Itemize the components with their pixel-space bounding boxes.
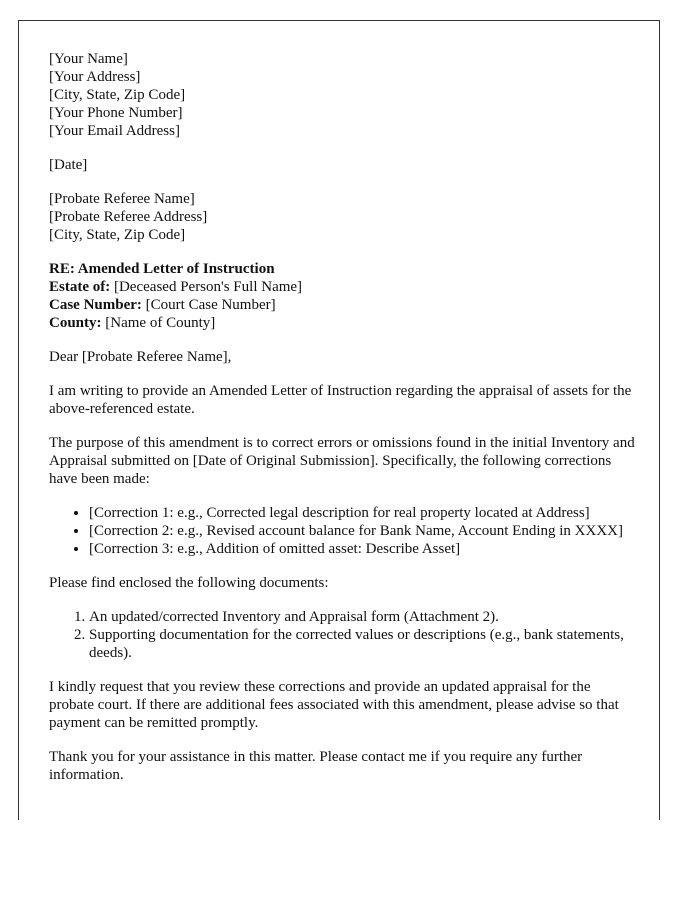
county-label: County: (49, 315, 102, 331)
salutation: Dear [Probate Referee Name], (49, 349, 232, 365)
letter-page (18, 20, 660, 820)
letter-date: [Date] (49, 157, 88, 173)
sender-address (49, 50, 635, 140)
corrections-list (49, 504, 635, 558)
reference-block (49, 260, 635, 332)
sender-city: [City, State, Zip Code] (49, 87, 186, 103)
documents-list (49, 608, 635, 662)
document-item: 2. Supporting documentation for the corrected values or descriptions (e.g., bank statements, deeds). (89, 626, 635, 662)
estate-value: [Deceased Person's Full Name] (110, 279, 303, 295)
request-paragraph: I kindly request that you review these corrections and provide an updated appraisal for the probate court. If there are additional fees associated with this amendment, please advise so that payment can be remitted promptly. (49, 679, 619, 731)
thanks-paragraph: Thank you for your assistance in this matter. Please contact me if you require any further information. (49, 749, 583, 783)
sender-email: [Your Email Address] (49, 123, 180, 139)
county-value: [Name of County] (101, 315, 216, 331)
sender-street: [Your Address] (49, 69, 141, 85)
re-subject: RE: Amended Letter of Instruction (49, 261, 275, 277)
intro-paragraph: I am writing to provide an Amended Letter of Instruction regarding the appraisal of assets for the above-referenced estate. (49, 383, 632, 417)
case-number-value: [Court Case Number] (141, 297, 276, 313)
sender-name: [Your Name] (49, 51, 128, 67)
enclosed-paragraph: Please find enclosed the following documents: (49, 575, 329, 591)
letter-body (49, 50, 635, 800)
correction-item: • [Correction 3: e.g., Addition of omitted asset: Describe Asset] (89, 540, 635, 558)
sender-phone: [Your Phone Number] (49, 105, 183, 121)
recipient-address (49, 190, 635, 244)
purpose-paragraph: The purpose of this amendment is to correct errors or omissions found in the initial Inventory and Appraisal submitted on [Date of Original Submission]. Specifically, the following corrections have been made: (49, 435, 635, 487)
recipient-name: [Probate Referee Name] (49, 191, 195, 207)
recipient-city: [City, State, Zip Code] (49, 227, 186, 243)
case-number-label: Case Number: (49, 297, 142, 313)
recipient-street: [Probate Referee Address] (49, 209, 208, 225)
correction-item: • [Correction 2: e.g., Revised account balance for Bank Name, Account Ending in XXXX] (89, 522, 635, 540)
correction-item: • [Correction 1: e.g., Corrected legal description for real property located at Address] (89, 504, 635, 522)
estate-label: Estate of: (49, 279, 111, 295)
document-item: 1. An updated/corrected Inventory and Appraisal form (Attachment 2). (89, 608, 635, 626)
